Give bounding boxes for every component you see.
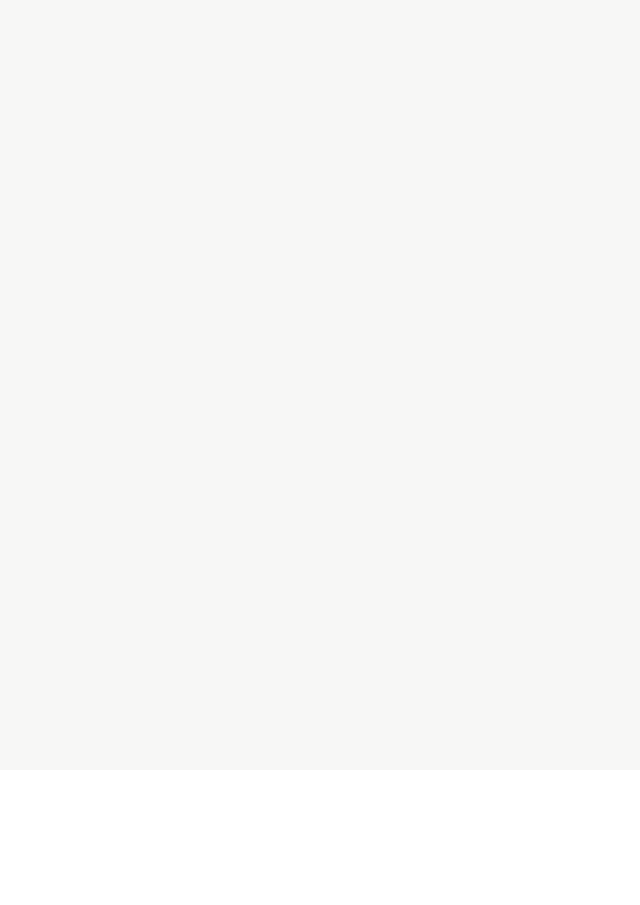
data-table	[53, 7, 583, 755]
